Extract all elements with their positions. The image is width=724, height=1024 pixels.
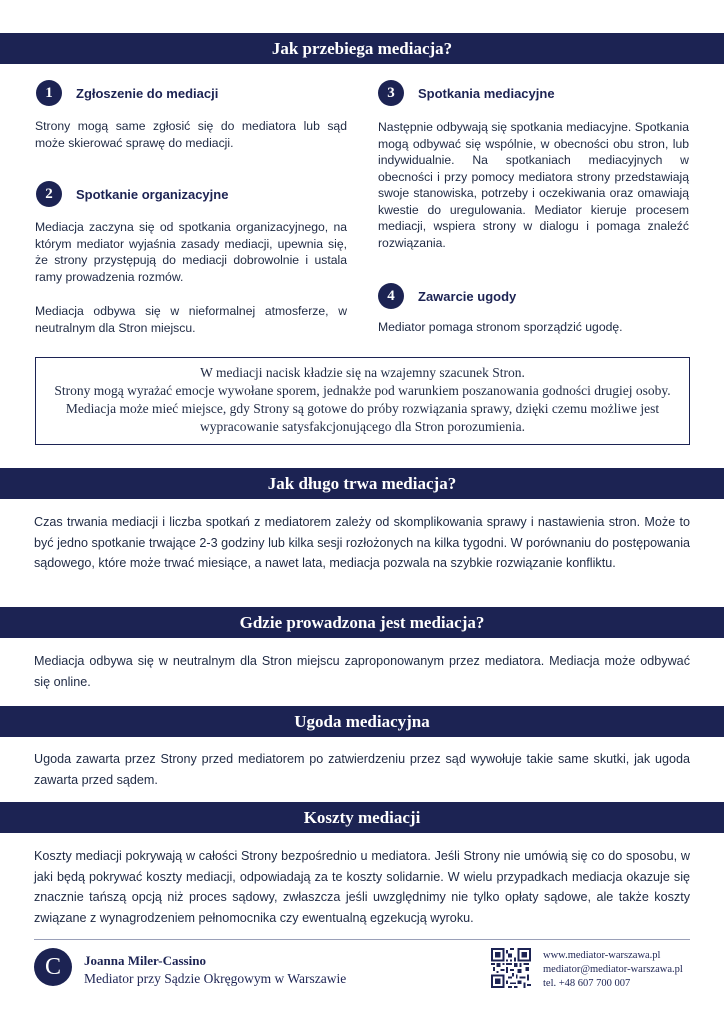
section-heading-location: Gdzie prowadzona jest mediacja? [0,607,724,638]
section-heading-costs: Koszty mediacji [0,802,724,833]
step-2-text: Mediacja zaczyna się od spotkania organizacyjnego, na którym mediator wyjaśnia zasady mediacji, upewnia się, że strony przystępują do mediacji dobrowolnie i ustala ramy prowadzenia rozmów. [35,220,347,284]
step-number-badge: 2 [36,181,62,207]
settlement-text: Ugoda zawarta przez Strony przed mediatorem po zatwierdzeniu przez sąd wywołuje takie same skutki, jak ugoda zawarta przed sądem. [34,752,690,787]
website-link[interactable]: www.mediator-warszawa.pl [543,950,661,961]
respect-note-box [35,357,690,445]
duration-text: Czas trwania mediacji i liczba spotkań z mediatorem zależy od skomplikowania sprawy i nastawienia stron. Może to być jedno spotkanie trwające 2-3 godziny lub kilka sesji rozłożonych na kilka tygodni. W porównaniu do postępowania sądowego, które może trwać miesiące, a nawet lata, mediacja pozwala na szybkie rozwiązanie konfliktu. [34,515,690,570]
mediator-name: Joanna Miler-Cassino [84,953,206,968]
step-title: Zawarcie ugody [418,288,517,304]
footer-divider [34,939,690,940]
step-3-header [378,80,555,106]
section-heading-settlement: Ugoda mediacyjna [0,706,724,737]
step-4-text: Mediator pomaga stronom sporządzić ugodę. [378,320,623,334]
step-3-text: Następnie odbywają się spotkania mediacyjne. Spotkania mogą odbywać się wspólnie, w obecności obu stron, lub indywidualnie. Na spotkaniach mediacyjnych w obecności i przy pomocy mediatora strony przedstawiają swoje stanowiska, potrzeby i oczekiwania oraz omawiają kwestie do uregulowania. Mediator kieruje procesem mediacji, wspiera strony w dialogu i pomaga znaleźć rozwiązania. [378,120,689,250]
location-text: Mediacja odbywa się w neutralnym dla Stron miejscu zaproponowanym przez mediatora. Mediacja może odbywać się online. [34,654,690,689]
step-4-header [378,283,516,309]
step-title: Spotkanie organizacyjne [76,186,229,202]
mediator-role: Mediator przy Sądzie Okręgowym w Warszawie [84,971,347,986]
email-link[interactable]: mediator@mediator-warszawa.pl [543,964,683,975]
step-number-badge: 4 [378,283,404,309]
step-2-text-extra: Mediacja odbywa się w nieformalnej atmosferze, w neutralnym dla Stron miejscu. [35,304,347,335]
costs-text: Koszty mediacji pokrywają w całości Strony bezpośrednio u mediatora. Jeśli Strony nie umówią się co do sposobu, w jaki będą pokrywać koszty mediacji, odpowiadają za te koszty solidarnie. W wielu przypadkach mediacja okazuje się znacznie tańszą opcją niż proces sądowy, zwłaszcza jeśli uwzględnimy nie tylko opłaty sądowe, ale także koszty związane z wynagrodzeniem pełnomocnika czy ewentualną egzekucją wyroku. [34,849,690,925]
respect-note-line-2: Strony mogą wyrażać emocje wywołane sporem, jednakże pod warunkiem poszanowania godności drugiej osoby. Mediacja może mieć miejsce, gdy Strony są gotowe do próby rozwiązania sprawy, dzięki czemu możliwe jest wypracowanie satysfakcjonującego dla Stron porozumienia. [54,383,671,434]
section-heading-duration: Jak długo trwa mediacja? [0,468,724,499]
step-1-text: Strony mogą same zgłosić się do mediatora lub sąd może skierować sprawę do mediacji. [35,119,347,150]
section-heading-process: Jak przebiega mediacja? [0,33,724,64]
qr-code-icon [491,948,531,988]
logo-icon: C [34,948,72,986]
phone-number: tel. +48 607 700 007 [543,978,631,989]
step-number-badge: 3 [378,80,404,106]
respect-note-line-1: W mediacji nacisk kładzie się na wzajemny szacunek Stron. [200,365,525,380]
step-2-header [36,181,228,207]
step-1-header [36,80,218,106]
step-title: Spotkania mediacyjne [418,85,555,101]
step-number-badge: 1 [36,80,62,106]
step-title: Zgłoszenie do mediacji [76,85,219,101]
